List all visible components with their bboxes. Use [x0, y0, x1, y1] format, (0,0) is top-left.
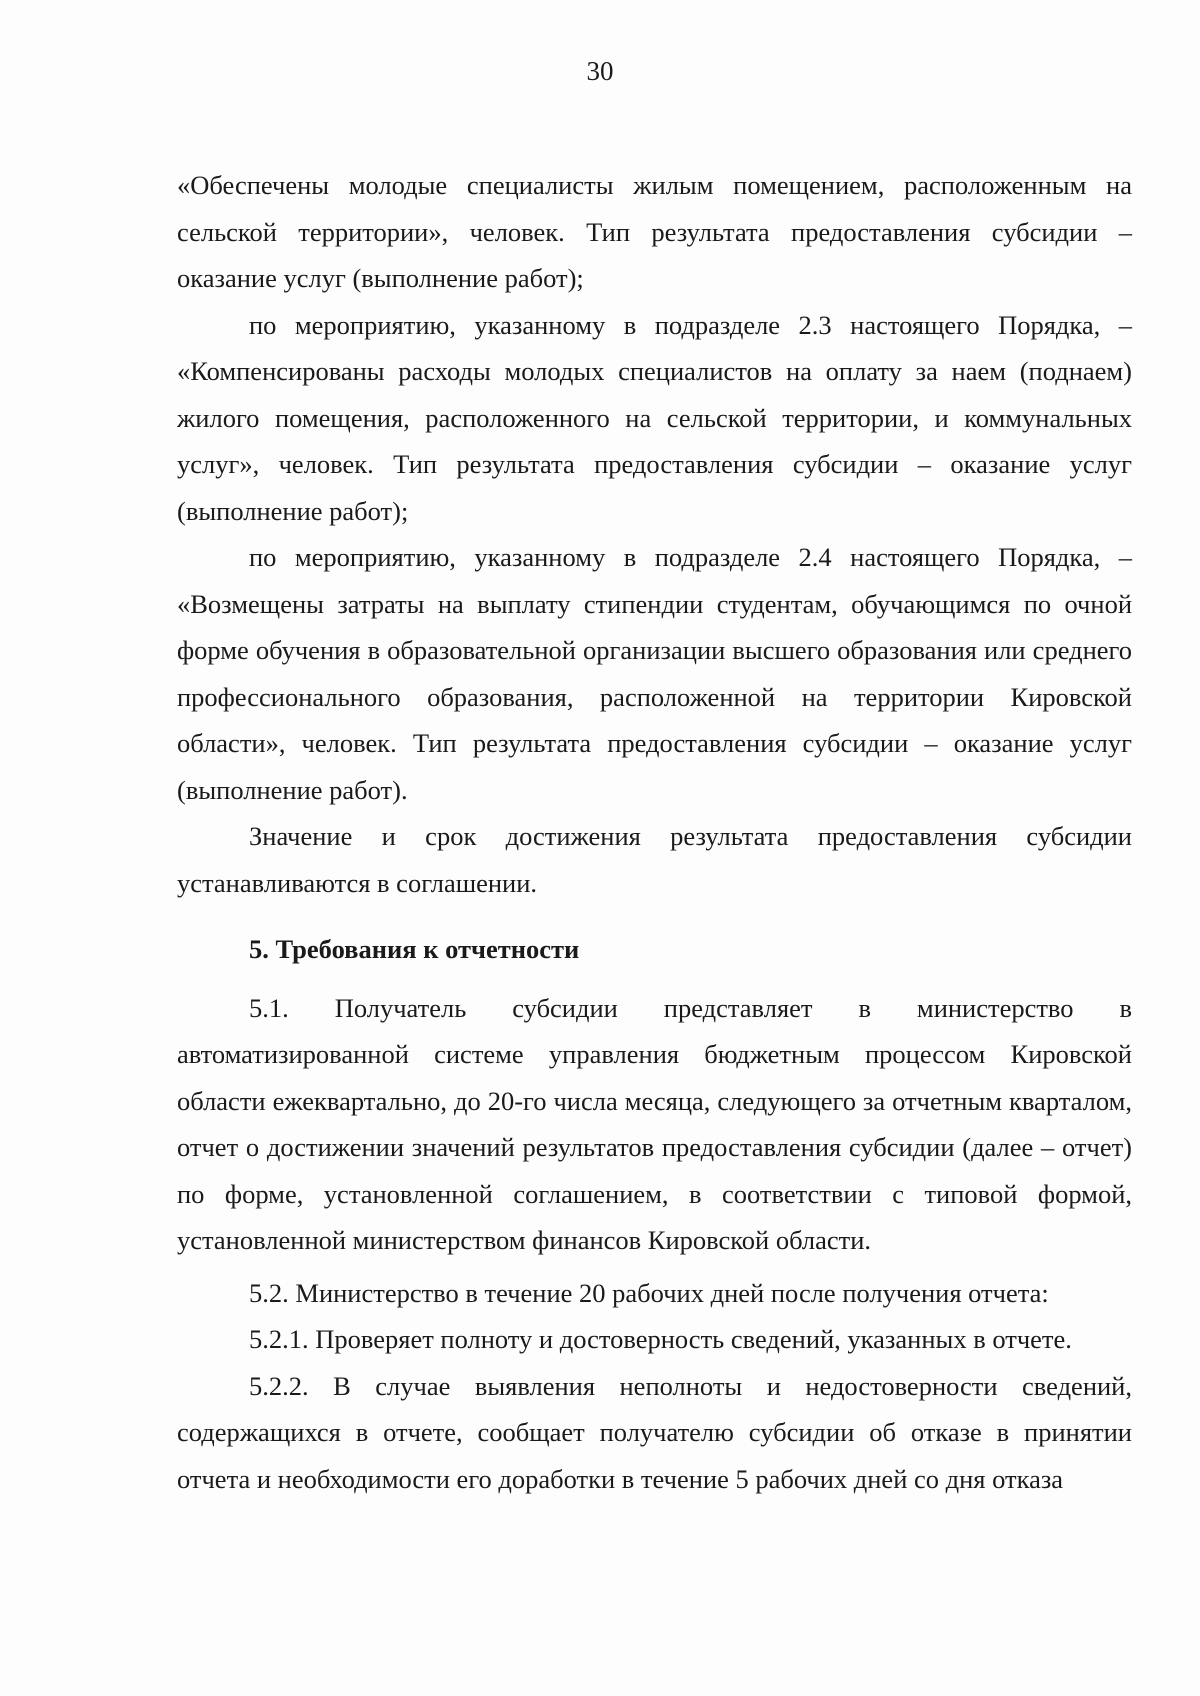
- paragraph-result-value: Значение и срок достижения результата предоставления субсидии устанавливаются в соглашении.: [177, 821, 1132, 898]
- clause-5-1: 5.1. Получатель субсидии представляет в министерство в автоматизированной системе управления бюджетным процессом Кировской области ежеквартально, до 20-го числа месяца, следующего за отчетным кварталом, отчет о достижении значений результатов предоставления субсидии (далее – отчет) по форме, установленной соглашением, в соответствии с типовой формой, установленной министерством финансов Кировской области.: [177, 992, 1132, 1255]
- paragraph-measure-2-3: по мероприятию, указанному в подразделе 2.3 настоящего Порядка, – «Компенсированы расходы молодых специалистов на оплату за наем (поднаем) жилого помещения, расположенного на сельской территории, и коммунальных услуг», человек. Тип результата предоставления субсидии – оказание услуг (выполнение работ);: [177, 309, 1132, 526]
- clause-5-2-1: 5.2.1. Проверяет полноту и достоверность сведений, указанных в отчете.: [249, 1324, 1072, 1354]
- paragraph-measure-2-4: по мероприятию, указанному в подразделе 2.4 настоящего Порядка, – «Возмещены затраты на выплату стипендии студентам, обучающимся по очной форме обучения в образовательной организации высшего образования или среднего профессионального образования, расположенной на территории Кировской области», человек. Тип результата предоставления субсидии – оказание услуг (выполнение работ).: [177, 542, 1132, 805]
- clause-5-2: 5.2. Министерство в течение 20 рабочих дней после получения отчета:: [249, 1277, 1049, 1308]
- clause-5-2-2: 5.2.2. В случае выявления неполноты и недостоверности сведений, содержащихся в отчете, сообщает получателю субсидии об отказе в принятии отчета и необходимости его доработки в течение 5 рабочих дней со дня отказа: [177, 1370, 1132, 1494]
- page-number: 30: [586, 56, 614, 86]
- document-body: [177, 162, 1132, 1502]
- section-heading: 5. Требования к отчетности: [249, 934, 580, 964]
- paragraph-result-housing: «Обеспечены молодые специалисты жилым помещением, расположенным на сельской территории», человек. Тип результата предоставления субсидии – оказание услуг (выполнение работ);: [177, 170, 1132, 293]
